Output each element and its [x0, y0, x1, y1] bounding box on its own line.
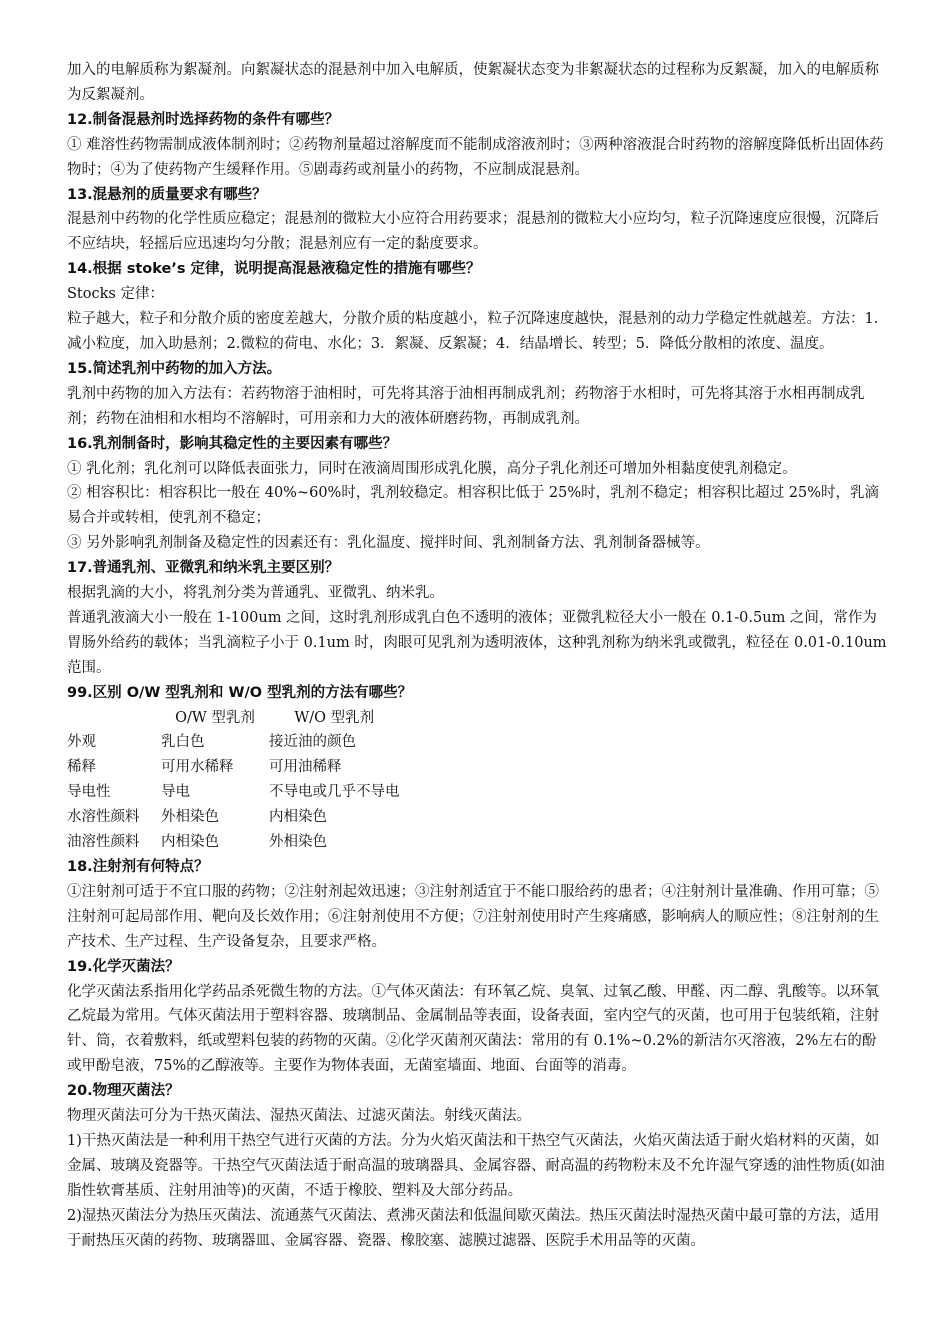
question-heading: 18.注射剂有何特点？ [67, 859, 209, 875]
question-heading: 15.简述乳剂中药物的加入方法。 [67, 360, 282, 377]
paragraph: Stocks 定律： [67, 286, 164, 303]
table-cell: 内相染色 [269, 809, 327, 826]
paragraph: 粒子越大，粒子和分散介质的密度差越大，分散介质的粘度越小，粒子沉降速度越快，混悬剂的动力学稳定性就越差。方法：1.减小粒度，加入助悬剂；2.微粒的荷电、水化；3．絮凝、反絮凝；4．结晶增长、转型；5．降低分散相的浓度、温度。 [67, 311, 879, 352]
table-row [67, 805, 400, 830]
table-row [67, 755, 400, 780]
paragraph: 1)干热灭菌法是一种利用干热空气进行灭菌的方法。分为火焰灭菌法和干热空气灭菌法，火焰灭菌法适于耐火焰材料的灭菌，如金属、玻璃及瓷器等。干热空气灭菌法适于耐高温的玻璃器具、金属容器、耐高温的药物粉末及不允许湿气穿透的油性物质(如油脂性软膏基质、注射用油等)的灭菌，不适于橡胶、塑料及大部分药品。 [67, 1132, 885, 1199]
table-cell: 外相染色 [269, 834, 327, 851]
question-heading: 16.乳剂制备时，影响其稳定性的主要因素有哪些？ [67, 435, 398, 452]
table-cell: 外观 [67, 734, 96, 751]
paragraph: ③ 另外影响乳剂制备及稳定性的因素还有：乳化温度、搅拌时间、乳剂制备方法、乳剂制备器械等。 [67, 535, 710, 552]
paragraph: ② 相容积比：相容积比一般在 40%~60%时，乳剂较稳定。相容积比低于 25%时，乳剂不稳定；相容积比超过 25%时，乳滴易合并或转相，使乳剂不稳定； [67, 485, 879, 527]
question-heading: 13.混悬剂的质量要求有哪些？ [67, 186, 267, 203]
paragraph: 化学灭菌法系指用化学药品杀死微生物的方法。①气体灭菌法：有环氧乙烷、臭氧、过氧乙酸、甲醛、丙二醇、乳酸等。以环氧乙烷最为常用。气体灭菌法用于塑料容器、玻璃制品、金属制品等表面，设备表面，室内空气的灭菌，也可用于包装纸箱，注射针、筒，衣着敷料，纸或塑料包装的药物的灭菌。②化学灭菌剂灭菌法：常用的有 0.1%~0.2%的新洁尔灭溶液，2%左右的酚或甲酚皂液，75%的乙醇液等。主要作为物体表面，无菌室墙面、地面、台面等的消毒。 [67, 983, 879, 1075]
question-heading: 14.根据 stoke’s 定律，说明提高混悬液稳定性的措施有哪些？ [67, 261, 481, 278]
table-header-cell: O/W 型乳剂 [175, 709, 255, 726]
table-cell: 可用油稀释 [269, 759, 342, 776]
table-header-row [67, 706, 400, 731]
table-row [67, 780, 400, 805]
paragraph: 根据乳滴的大小，将乳剂分类为普通乳、亚微乳、纳米乳。 [67, 585, 444, 602]
paragraph: 加入的电解质称为絮凝剂。向絮凝状态的混悬剂中加入电解质，使絮凝状态变为非絮凝状态的过程称为反絮凝，加入的电解质称为反絮凝剂。 [67, 62, 879, 103]
table-cell: 接近油的颜色 [269, 734, 356, 751]
document-page [67, 58, 887, 1254]
table-row [67, 830, 400, 855]
table-header-cell [67, 706, 161, 731]
paragraph: 乳剂中药物的加入方法有：若药物溶于油相时，可先将其溶于油相再制成乳剂；药物溶于水相时，可先将其溶于水相再制成乳剂；药物在油相和水相均不溶解时，可用亲和力大的液体研磨药物，再制成乳剂。 [67, 385, 865, 427]
table-cell: 外相染色 [161, 809, 219, 826]
paragraph: 混悬剂中药物的化学性质应稳定；混悬剂的微粒大小应符合用药要求；混悬剂的微粒大小应均匀，粒子沉降速度应很慢，沉降后不应结块，轻摇后应迅速均匀分散；混悬剂应有一定的黏度要求。 [67, 211, 879, 253]
question-heading: 19.化学灭菌法？ [67, 958, 180, 975]
paragraph: 物理灭菌法可分为干热灭菌法、湿热灭菌法、过滤灭菌法。射线灭菌法。 [67, 1108, 531, 1125]
paragraph: ① 乳化剂；乳化剂可以降低表面张力，同时在液滴周围形成乳化膜，高分子乳化剂还可增加外相黏度使乳剂稳定。 [67, 460, 797, 477]
table-cell: 可用水稀释 [161, 759, 234, 776]
table-cell: 不导电或几乎不导电 [269, 784, 400, 801]
table-header-cell: W/O 型乳剂 [294, 709, 375, 726]
table-cell: 导电 [161, 784, 190, 801]
table-cell: 水溶性颜料 [67, 809, 140, 826]
table-row [67, 730, 400, 755]
table-cell: 油溶性颜料 [67, 834, 140, 851]
table-cell: 稀释 [67, 759, 96, 776]
question-heading: 12.制备混悬剂时选择药物的条件有哪些？ [67, 111, 340, 128]
paragraph: 普通乳液滴大小一般在 1-100um 之间，这时乳剂形成乳白色不透明的液体；亚微乳粒径大小一般在 0.1-0.5um 之间，常作为胃肠外给药的载体；当乳滴粒子小于 0.1um 时，肉眼可见乳剂为透明液体，这种乳剂称为纳米乳或微乳，粒径在 0.01-0.10um 范围。 [67, 609, 887, 676]
paragraph: ①注射剂可适于不宜口服的药物；②注射剂起效迅速；③注射剂适宜于不能口服给药的患者；④注射剂计量准确、作用可靠；⑤注射剂可起局部作用、靶向及长效作用；⑥注射剂使用不方便；⑦注射剂使用时产生疼痛感，影响病人的顺应性；⑧注射剂的生产技术、生产过程、生产设备复杂，且要求严格。 [67, 883, 879, 950]
question-heading: 17.普通乳剂、亚微乳和纳米乳主要区别？ [67, 560, 340, 577]
table-cell: 乳白色 [161, 734, 205, 751]
table-cell: 内相染色 [161, 834, 219, 851]
emulsion-comparison-table [67, 706, 400, 855]
question-heading: 20.物理灭菌法？ [67, 1083, 180, 1100]
question-heading: 99.区别 O/W 型乳剂和 W/O 型乳剂的方法有哪些？ [67, 684, 413, 701]
paragraph: ① 难溶性药物需制成液体制剂时；②药物剂量超过溶解度而不能制成溶液剂时；③两种溶液混合时药物的溶解度降低析出固体药物时；④为了使药物产生缓释作用。⑤剧毒药或剂量小的药物，不应制成混悬剂。 [67, 136, 884, 178]
table-cell: 导电性 [67, 784, 111, 801]
paragraph: 2)湿热灭菌法分为热压灭菌法、流通蒸气灭菌法、煮沸灭菌法和低温间歇灭菌法。热压灭菌法时湿热灭菌中最可靠的方法，适用于耐热压灭菌的药物、玻璃器皿、金属容器、瓷器、橡胶塞、滤膜过滤器、医院手术用品等的灭菌。 [67, 1207, 880, 1249]
